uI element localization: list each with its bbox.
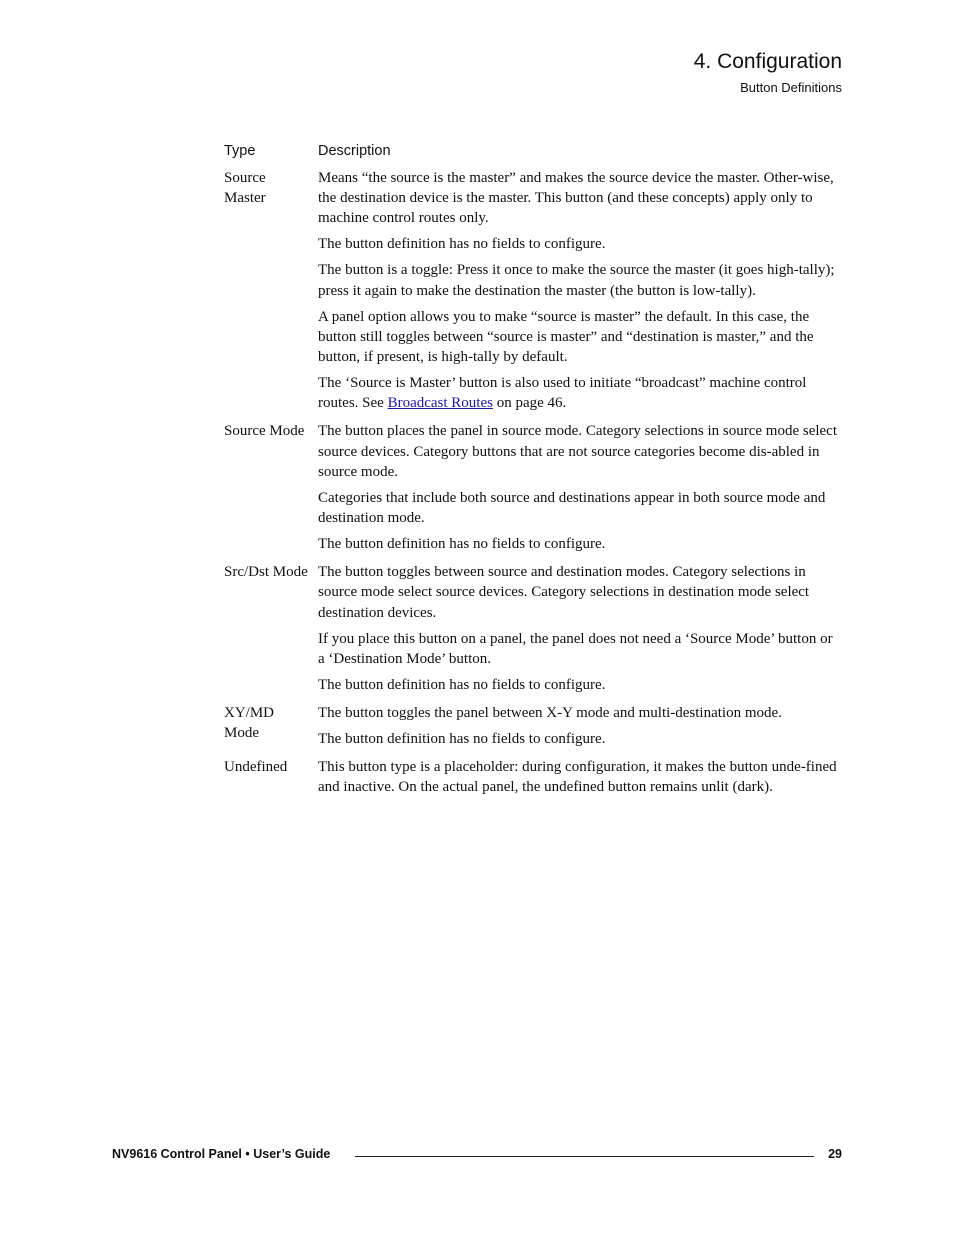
description-paragraph: The button is a toggle: Press it once to make the source the master (it goes high-tally); press it again to make the destination the master (the button is low-tally). <box>318 262 835 299</box>
definition-row <box>224 420 840 554</box>
description-paragraph: This button type is a placeholder: during configuration, it makes the button unde-fined and inactive. On the actual panel, the undefined button remains unlit (dark). <box>318 759 837 796</box>
definition-row <box>224 167 840 413</box>
description-paragraph: The button places the panel in source mode. Category selections in source mode select source devices. Category buttons that are not source categories become dis-abled in source mode. <box>318 423 838 480</box>
definition-row <box>224 561 840 695</box>
description-paragraph: The button definition has no fields to configure. <box>318 536 606 553</box>
type-line: Mode <box>224 725 259 742</box>
description-paragraph <box>318 372 840 413</box>
type-line: XY/MD <box>224 705 275 722</box>
description-paragraph: Categories that include both source and destinations appear in both source mode and destination mode. <box>318 489 826 527</box>
definition-row <box>224 756 840 797</box>
description-paragraph: The button definition has no fields to configure. <box>318 731 606 748</box>
description-paragraph: The button definition has no fields to configure. <box>318 676 606 693</box>
definition-row <box>224 702 840 749</box>
footer-document-title: NV9616 Control Panel • User’s Guide <box>112 1147 331 1161</box>
footer-rule <box>355 1156 814 1157</box>
definition-description <box>318 420 840 554</box>
description-paragraph: Means “the source is the master” and makes the source device the master. Other-wise, the destination device is the master. This button (and these concepts) apply only to machine control routes only. <box>318 170 834 227</box>
xref-text-before: The ‘Source is Master’ button is also used to initiate “broadcast” machine control routes. See <box>318 375 807 412</box>
definition-type <box>224 561 318 695</box>
broadcast-routes-link[interactable]: Broadcast Routes <box>387 395 493 412</box>
xref-text-after: on page 46. <box>492 395 567 412</box>
definition-type <box>224 756 318 797</box>
column-header-description: Description <box>318 143 391 159</box>
description-paragraph: The button toggles the panel between X-Y mode and multi-destination mode. <box>318 705 782 722</box>
type-line: Source <box>224 170 266 186</box>
definition-description <box>318 702 840 749</box>
button-definitions-table <box>224 167 840 805</box>
definition-description <box>318 561 840 695</box>
type-line: Src/Dst Mode <box>224 564 308 581</box>
description-paragraph: The button definition has no fields to configure. <box>318 236 606 253</box>
definition-type <box>224 702 318 749</box>
description-paragraph: The button toggles between source and destination modes. Category selections in source mode select source devices. Category selections in destination mode select destination devices. <box>318 564 810 621</box>
definition-type <box>224 167 318 413</box>
definition-type <box>224 420 318 554</box>
description-paragraph: A panel option allows you to make “source is master” the default. In this case, the button still toggles between “source is master” and “destination is master,” and the button, if present, is high-tally by default. <box>318 308 814 366</box>
type-line: Undefined <box>224 759 288 776</box>
section-title: Button Definitions <box>740 80 842 95</box>
page-number: 29 <box>828 1147 842 1161</box>
column-header-type: Type <box>224 143 256 159</box>
definition-description <box>318 167 840 413</box>
definition-description <box>318 756 840 797</box>
type-line: Source Mode <box>224 423 305 440</box>
type-line: Master <box>224 190 266 207</box>
chapter-title: 4. Configuration <box>693 50 842 73</box>
description-paragraph: If you place this button on a panel, the panel does not need a ‘Source Mode’ button or a ‘Destination Mode’ button. <box>318 630 833 667</box>
